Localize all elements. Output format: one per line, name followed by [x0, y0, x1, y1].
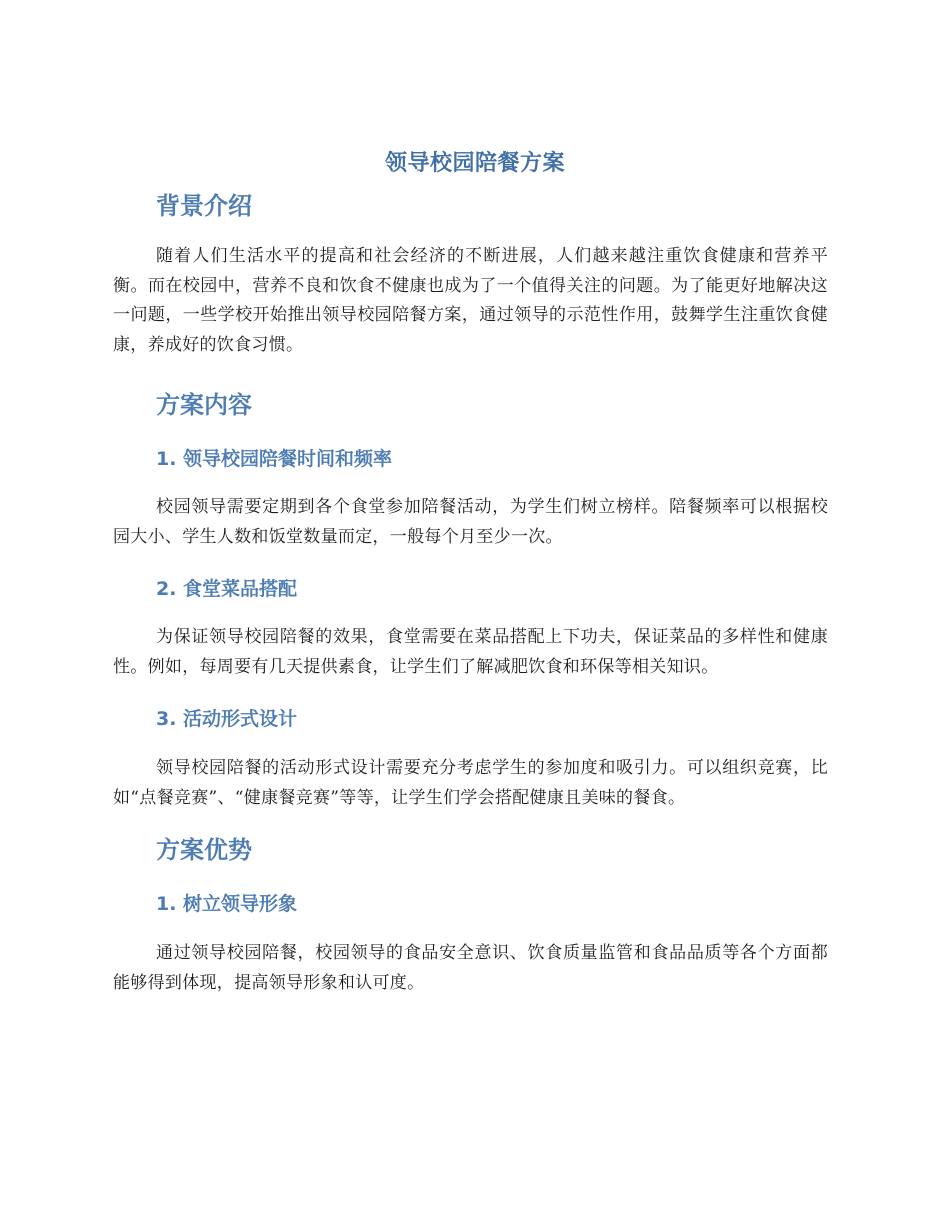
subsection-paragraph-leader-image: 通过领导校园陪餐，校园领导的食品安全意识、饮食质量监管和食品品质等各个方面都能够得到体现，提高领导形象和认可度。: [113, 943, 828, 993]
document-title: 领导校园陪餐方案: [384, 151, 565, 176]
subsection-heading-activity-design: 3. 活动形式设计: [156, 708, 298, 730]
section-heading-background: 背景介绍: [156, 192, 252, 220]
section-paragraph-background: 随着人们生活水平的提高和社会经济的不断进展，人们越来越注重饮食健康和营养平衡。而在校园中，营养不良和饮食不健康也成为了一个值得关注的问题。为了能更好地解决这一问题，一些学校开始推出领导校园陪餐方案，通过领导的示范性作用，鼓舞学生注重饮食健康，养成好的饮食习惯。: [113, 246, 828, 355]
subsection-paragraph-menu-pairing: 为保证领导校园陪餐的效果，食堂需要在菜品搭配上下功夫，保证菜品的多样性和健康性。例如，每周要有几天提供素食，让学生们了解减肥饮食和环保等相关知识。: [113, 627, 828, 677]
subsection-paragraph-activity-design: 领导校园陪餐的活动形式设计需要充分考虑学生的参加度和吸引力。可以组织竞赛，比如“点餐竞赛”、“健康餐竞赛”等等，让学生们学会搭配健康且美味的餐食。: [113, 758, 828, 808]
subsection-paragraph-time-frequency: 校园领导需要定期到各个食堂参加陪餐活动，为学生们树立榜样。陪餐频率可以根据校园大小、学生人数和饭堂数量而定，一般每个月至少一次。: [113, 497, 828, 547]
subsection-heading-leader-image: 1. 树立领导形象: [156, 893, 298, 915]
subsection-heading-menu-pairing: 2. 食堂菜品搭配: [156, 578, 298, 600]
section-heading-plan-content: 方案内容: [156, 391, 252, 419]
section-heading-advantages: 方案优势: [156, 836, 252, 864]
subsection-heading-time-frequency: 1. 领导校园陪餐时间和频率: [156, 448, 393, 470]
